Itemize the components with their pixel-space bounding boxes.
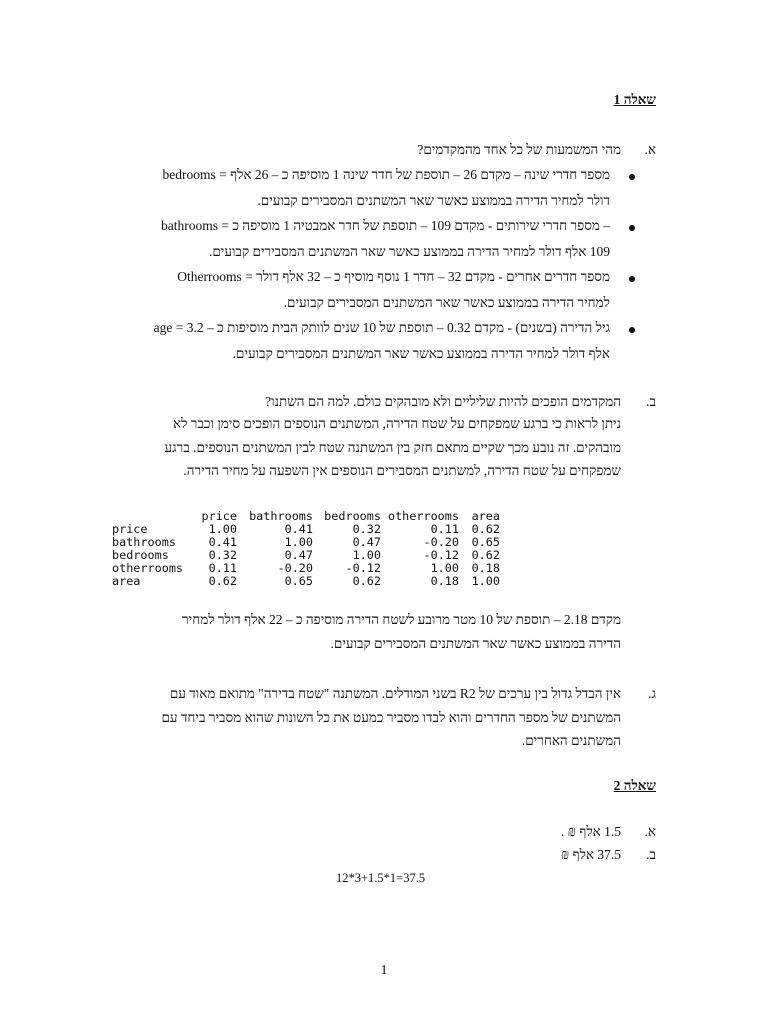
table-cell: -0.20 — [277, 561, 313, 575]
bullet-4-line-2: אלף דולר למחיר הדירה בממוצע כאשר שאר המשתנים המסבירים קבועים. — [232, 346, 610, 361]
part-c-line-2: המשתנים של מספר החדרים והוא לבדו מסביר כמעט את כל השונות שהוא מסביר ביחד עם — [161, 710, 621, 725]
row-label: otherrooms — [112, 561, 184, 575]
column-header: bedrooms — [324, 509, 381, 523]
table-row — [112, 575, 500, 588]
part-c-marker: ג. — [648, 686, 656, 701]
row-label: price — [112, 522, 148, 536]
row-label: area — [112, 574, 141, 588]
bullet-2-line-1: bathrooms = מספר חדרי שירותים - מקדם 109 – תוספת של חדר אמבטיה 1 מוסיפה כ – — [160, 218, 610, 233]
table-cell: 0.18 — [471, 561, 500, 575]
bullet-3-line-2: למחיר הדירה בממוצע כאשר שאר המשתנים המסבירים קבועים. — [283, 295, 610, 310]
table-cell: 0.11 — [208, 561, 237, 575]
area-note-line-2: הדירה בממוצע כאשר שאר המשתנים המסבירים קבועים. — [330, 636, 621, 651]
table-cell: 0.18 — [430, 574, 459, 588]
table-cell: 0.65 — [284, 574, 313, 588]
table-cell: 0.32 — [208, 548, 237, 562]
area-note-line-1: מקדם 2.18 – תוספת של 10 מטר מרובע לשטח הדירה מוסיפה כ – 22 אלף דולר למחיר — [182, 612, 621, 627]
bullet-icon — [629, 276, 635, 282]
table-cell: 0.11 — [430, 522, 459, 536]
bullet-icon — [629, 174, 635, 180]
bullet-icon — [629, 225, 635, 231]
column-header: bathrooms — [249, 509, 313, 523]
q2-part-b-marker: ב. — [646, 847, 656, 862]
bullet-4-line-1: age = גיל הדירה (בשנים) - מקדם 0.32 – תוספת של 10 שנים לוותק הבית מוסיפות כ – 3.2 — [153, 320, 610, 335]
table-cell: 0.65 — [471, 535, 500, 549]
part-a-prompt: מהי המשמעות של כל אחד מהמקדמים? — [417, 142, 621, 157]
column-header: price — [201, 509, 237, 523]
table-cell: -0.12 — [345, 561, 381, 575]
table-cell: 0.41 — [208, 535, 237, 549]
row-label: bedrooms — [112, 548, 169, 562]
q2-part-b-answer: 37.5 אלף ₪ — [561, 847, 621, 862]
part-a-marker: א. — [644, 142, 656, 157]
column-header: area — [471, 509, 500, 523]
table-cell: 0.62 — [471, 548, 500, 562]
table-cell: 1.00 — [471, 574, 500, 588]
correlation-table — [112, 510, 500, 588]
bullet-1-line-2: דולר למחיר הדירה בממוצע כאשר שאר המשתנים המסבירים קבועים. — [257, 193, 610, 208]
bullet-1-line-1: bedrooms = מספר חדרי שינה – מקדם 26 – תוספת של חדר שינה 1 מוסיפה כ – 26 אלף — [162, 167, 610, 182]
part-b-line-4: שמפקחים על שטח הדירה, למשתנים המסבירים הנוספים אין השפעה על מחיר הדירה. — [183, 463, 621, 478]
table-cell: 0.47 — [352, 535, 381, 549]
table-cell: -0.12 — [423, 548, 459, 562]
table-cell: -0.20 — [423, 535, 459, 549]
table-cell: 0.62 — [471, 522, 500, 536]
bullet-2-line-2: 109 אלף דולר למחיר הדירה בממוצע כאשר שאר המשתנים המסבירים קבועים. — [209, 244, 610, 259]
bullet-3-line-1: Otherrooms = מספר חדרים אחרים - מקדם 32 – חדר 1 נוסף מוסיף כ – 32 אלף דולר — [177, 269, 610, 284]
table-cell: 1.00 — [352, 548, 381, 562]
column-header: otherrooms — [387, 509, 459, 523]
part-b-line-1: המקדמים הופכים להיות שליליים ולא מובהקים כולם. למה הם השתנו? — [265, 394, 621, 409]
row-label: bathrooms — [112, 535, 176, 549]
q2-part-a-marker: א. — [644, 824, 656, 839]
table-cell: 0.62 — [208, 574, 237, 588]
part-b-line-2: ניתן לראות כי ברגע שמפקחים על שטח הדירה, המשתנים הנוספים הופכים סימן וכבר לא — [173, 416, 621, 431]
table-cell: 1.00 — [430, 561, 459, 575]
table-cell: 1.00 — [208, 522, 237, 536]
table-cell: 0.32 — [352, 522, 381, 536]
question-2-heading: שאלה 2 — [613, 778, 656, 793]
q2-formula: 12*3+1.5*1=37.5 — [336, 871, 426, 885]
table-cell: 0.47 — [284, 548, 313, 562]
q2-part-a-answer: 1.5 אלף ₪ . — [561, 824, 621, 839]
question-1-heading: שאלה 1 — [613, 92, 656, 107]
table-cell: 1.00 — [284, 535, 313, 549]
bullet-icon — [629, 327, 635, 333]
part-b-marker: ב. — [646, 394, 656, 409]
part-b-line-3: מובהקים. זה נובע מכך שקיים מתאם חזק בין המשתנה שטח לבין המשתנים הנוספים. ברגע — [164, 440, 621, 455]
part-c-line-1: אין הבדל גדול בין ערכים של R2 בשני המודלים. המשתנה "שטח בדירה" מתואם מאוד עם — [169, 686, 621, 701]
part-c-line-3: המשתנים האחרים. — [521, 733, 621, 748]
page-number: 1 — [380, 963, 388, 978]
table-cell: 0.62 — [352, 574, 381, 588]
table-cell: 0.41 — [284, 522, 313, 536]
